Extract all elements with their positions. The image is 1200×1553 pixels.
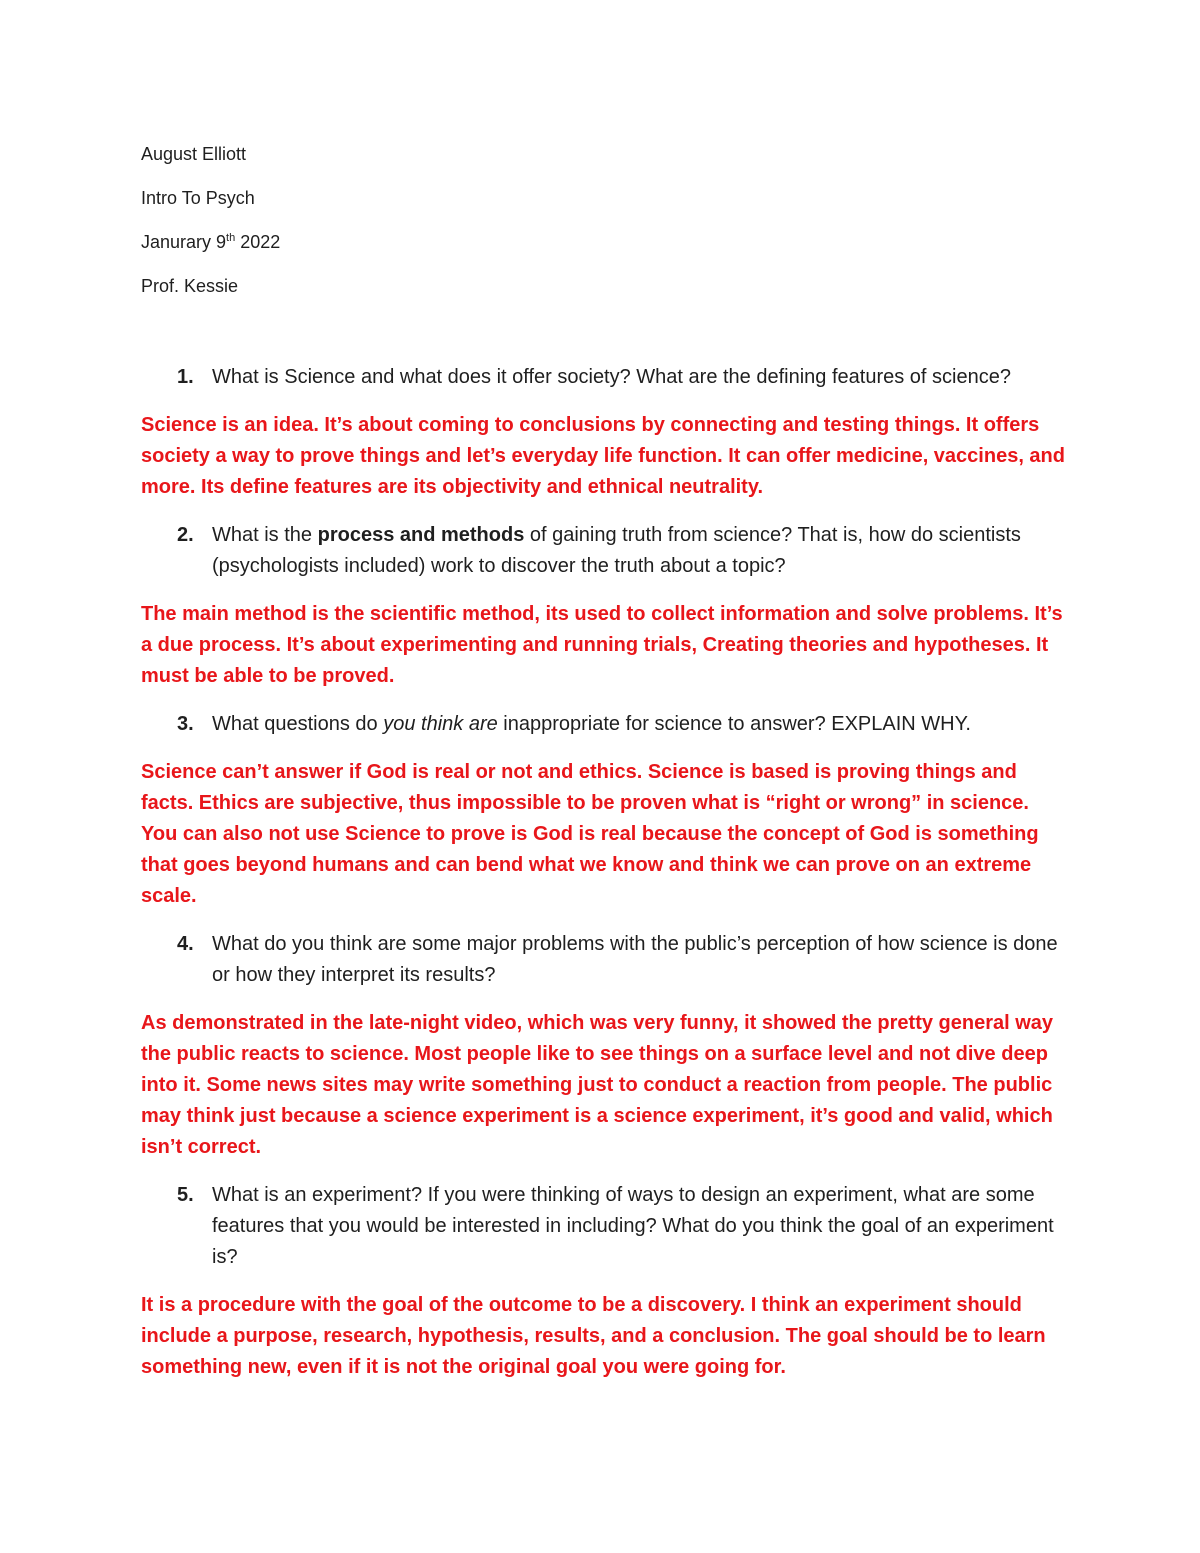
date-superscript: th [226, 232, 236, 244]
question-number: 5. [177, 1184, 194, 1206]
answer-2: The main method is the scientific method, its used to collect information and solve problems. It’s a due process. It’s about experimenting and running trials, Creating theories and hypotheses. It must be able to be proved. [141, 603, 1063, 687]
question-text: What do you think are some major problems with the public’s perception of how science is done or how they interpret its results? [212, 933, 1058, 986]
answer-5: It is a procedure with the goal of the outcome to be a discovery. I think an experiment should include a purpose, research, hypothesis, results, and a conclusion. The goal should be to learn something new, even if it is not the original goal you were going for. [141, 1294, 1046, 1378]
question-text-before: What is the [212, 524, 318, 546]
question-number: 1. [177, 366, 194, 388]
course-name: Intro To Psych [141, 188, 255, 208]
question-number: 4. [177, 933, 194, 955]
question-text: What is an experiment? If you were thinking of ways to design an experiment, what are some features that you would be interested in including? What do you think the goal of an experiment is? [212, 1184, 1054, 1268]
question-text-italic: you think are [383, 713, 498, 735]
date-prefix: Janurary 9 [141, 232, 227, 252]
question-number: 2. [177, 524, 194, 546]
date-suffix: 2022 [235, 232, 281, 252]
document-header [141, 143, 280, 319]
professor-name: Prof. Kessie [141, 276, 239, 296]
question-text: What is Science and what does it offer society? What are the defining features of science? [212, 366, 1011, 388]
question-4 [141, 929, 1066, 991]
question-text-bold: process and methods [317, 524, 525, 546]
student-name: August Elliott [141, 144, 247, 164]
question-number: 3. [177, 713, 194, 735]
question-1 [141, 362, 1066, 393]
question-text-after: of gaining truth from science? That is, how do scientists (psychologists included) work to discover the truth about a topic? [212, 524, 1021, 577]
question-text [212, 709, 1066, 740]
question-text [212, 520, 1066, 582]
answer-4: As demonstrated in the late-night video, which was very funny, it showed the pretty general way the public reacts to science. Most people like to see things on a surface level and not dive deep into it. Some news sites may write something just to conduct a reaction from people. The public may think just because a science experiment is a science experiment, it’s good and valid, which isn’t correct. [141, 1012, 1054, 1158]
question-text-after: inappropriate for science to answer? EXPLAIN WHY. [497, 713, 971, 735]
question-3 [141, 709, 1066, 740]
question-5 [141, 1180, 1066, 1273]
assignment-date [141, 231, 280, 253]
question-text-before: What questions do [212, 713, 384, 735]
answer-1: Science is an idea. It’s about coming to conclusions by connecting and testing things. It offers society a way to prove things and let’s everyday life function. It can offer medicine, vaccines, and more. Its define features are its objectivity and ethnical neutrality. [141, 414, 1065, 498]
answer-3: Science can’t answer if God is real or not and ethics. Science is based is proving things and facts. Ethics are subjective, thus impossible to be proven what is “right or wrong” in science. You can also not use Science to prove is God is real because the concept of God is something that goes beyond humans and can bend what we know and think we can prove on an extreme scale. [141, 761, 1039, 907]
question-list [141, 362, 1066, 1400]
question-2 [141, 520, 1066, 582]
